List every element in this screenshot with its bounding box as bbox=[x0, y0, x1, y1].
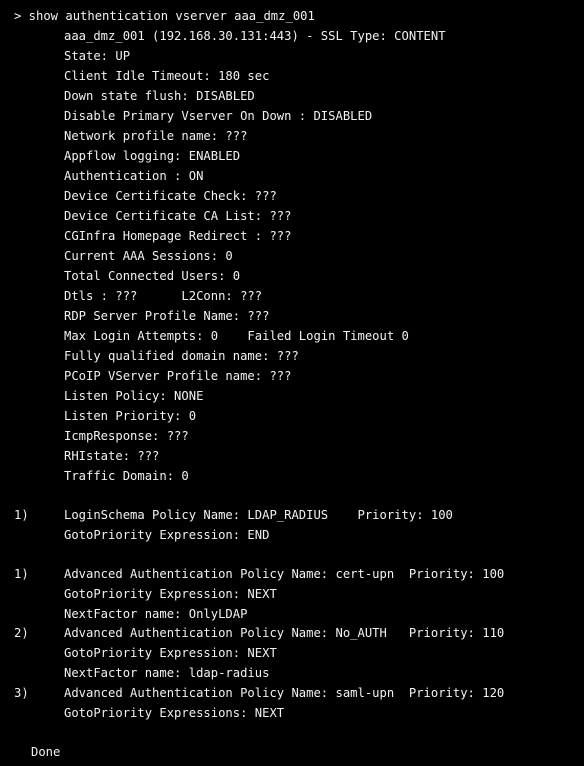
listen-policy: Listen Policy: NONE bbox=[64, 389, 204, 403]
adv-policy-index: 3) bbox=[14, 686, 29, 700]
fqdn: Fully qualified domain name: ??? bbox=[64, 349, 299, 363]
listen-priority: Listen Priority: 0 bbox=[64, 409, 197, 423]
adv-policy-name: Advanced Authentication Policy Name: cert-upn Priority: 100 bbox=[64, 567, 505, 581]
adv-policy-next-factor: NextFactor name: OnlyLDAP bbox=[64, 607, 248, 621]
cginfra-homepage-redirect: CGInfra Homepage Redirect : ??? bbox=[64, 229, 292, 243]
network-profile-name: Network profile name: ??? bbox=[64, 129, 248, 143]
icmp-response: IcmpResponse: ??? bbox=[64, 429, 189, 443]
adv-policy-goto: GotoPriority Expression: NEXT bbox=[64, 646, 277, 660]
pcoip-profile: PCoIP VServer Profile name: ??? bbox=[64, 369, 292, 383]
login-attempts: Max Login Attempts: 0 Failed Login Timeout 0 bbox=[64, 329, 409, 343]
done-status: Done bbox=[31, 745, 61, 759]
down-state-flush: Down state flush: DISABLED bbox=[64, 89, 255, 103]
command-line: > show authentication vserver aaa_dmz_001 bbox=[14, 9, 315, 23]
device-certificate-ca-list: Device Certificate CA List: ??? bbox=[64, 209, 292, 223]
traffic-domain: Traffic Domain: 0 bbox=[64, 469, 189, 483]
authentication-status: Authentication : ON bbox=[64, 169, 204, 183]
rhi-state: RHIstate: ??? bbox=[64, 449, 160, 463]
appflow-logging: Appflow logging: ENABLED bbox=[64, 149, 241, 163]
vserver-header: aaa_dmz_001 (192.168.30.131:443) - SSL Type: CONTENT bbox=[64, 29, 446, 43]
adv-policy-name: Advanced Authentication Policy Name: No_AUTH Priority: 110 bbox=[64, 626, 505, 640]
device-certificate-check: Device Certificate Check: ??? bbox=[64, 189, 277, 203]
disable-primary-vserver: Disable Primary Vserver On Down : DISABLED bbox=[64, 109, 373, 123]
rdp-server-profile: RDP Server Profile Name: ??? bbox=[64, 309, 270, 323]
login-schema-policy: LoginSchema Policy Name: LDAP_RADIUS Priority: 100 bbox=[64, 508, 453, 522]
adv-policy-index: 2) bbox=[14, 626, 29, 640]
login-schema-goto: GotoPriority Expression: END bbox=[64, 528, 270, 542]
client-idle-timeout: Client Idle Timeout: 180 sec bbox=[64, 69, 270, 83]
dtls-l2conn: Dtls : ??? L2Conn: ??? bbox=[64, 289, 263, 303]
vserver-state: State: UP bbox=[64, 49, 131, 63]
login-schema-index: 1) bbox=[14, 508, 29, 522]
adv-policy-name: Advanced Authentication Policy Name: saml-upn Priority: 120 bbox=[64, 686, 505, 700]
total-connected-users: Total Connected Users: 0 bbox=[64, 269, 241, 283]
adv-policy-next-factor: NextFactor name: ldap-radius bbox=[64, 666, 270, 680]
adv-policy-goto: GotoPriority Expression: NEXT bbox=[64, 587, 277, 601]
current-aaa-sessions: Current AAA Sessions: 0 bbox=[64, 249, 233, 263]
adv-policy-goto: GotoPriority Expressions: NEXT bbox=[64, 706, 285, 720]
adv-policy-index: 1) bbox=[14, 567, 29, 581]
